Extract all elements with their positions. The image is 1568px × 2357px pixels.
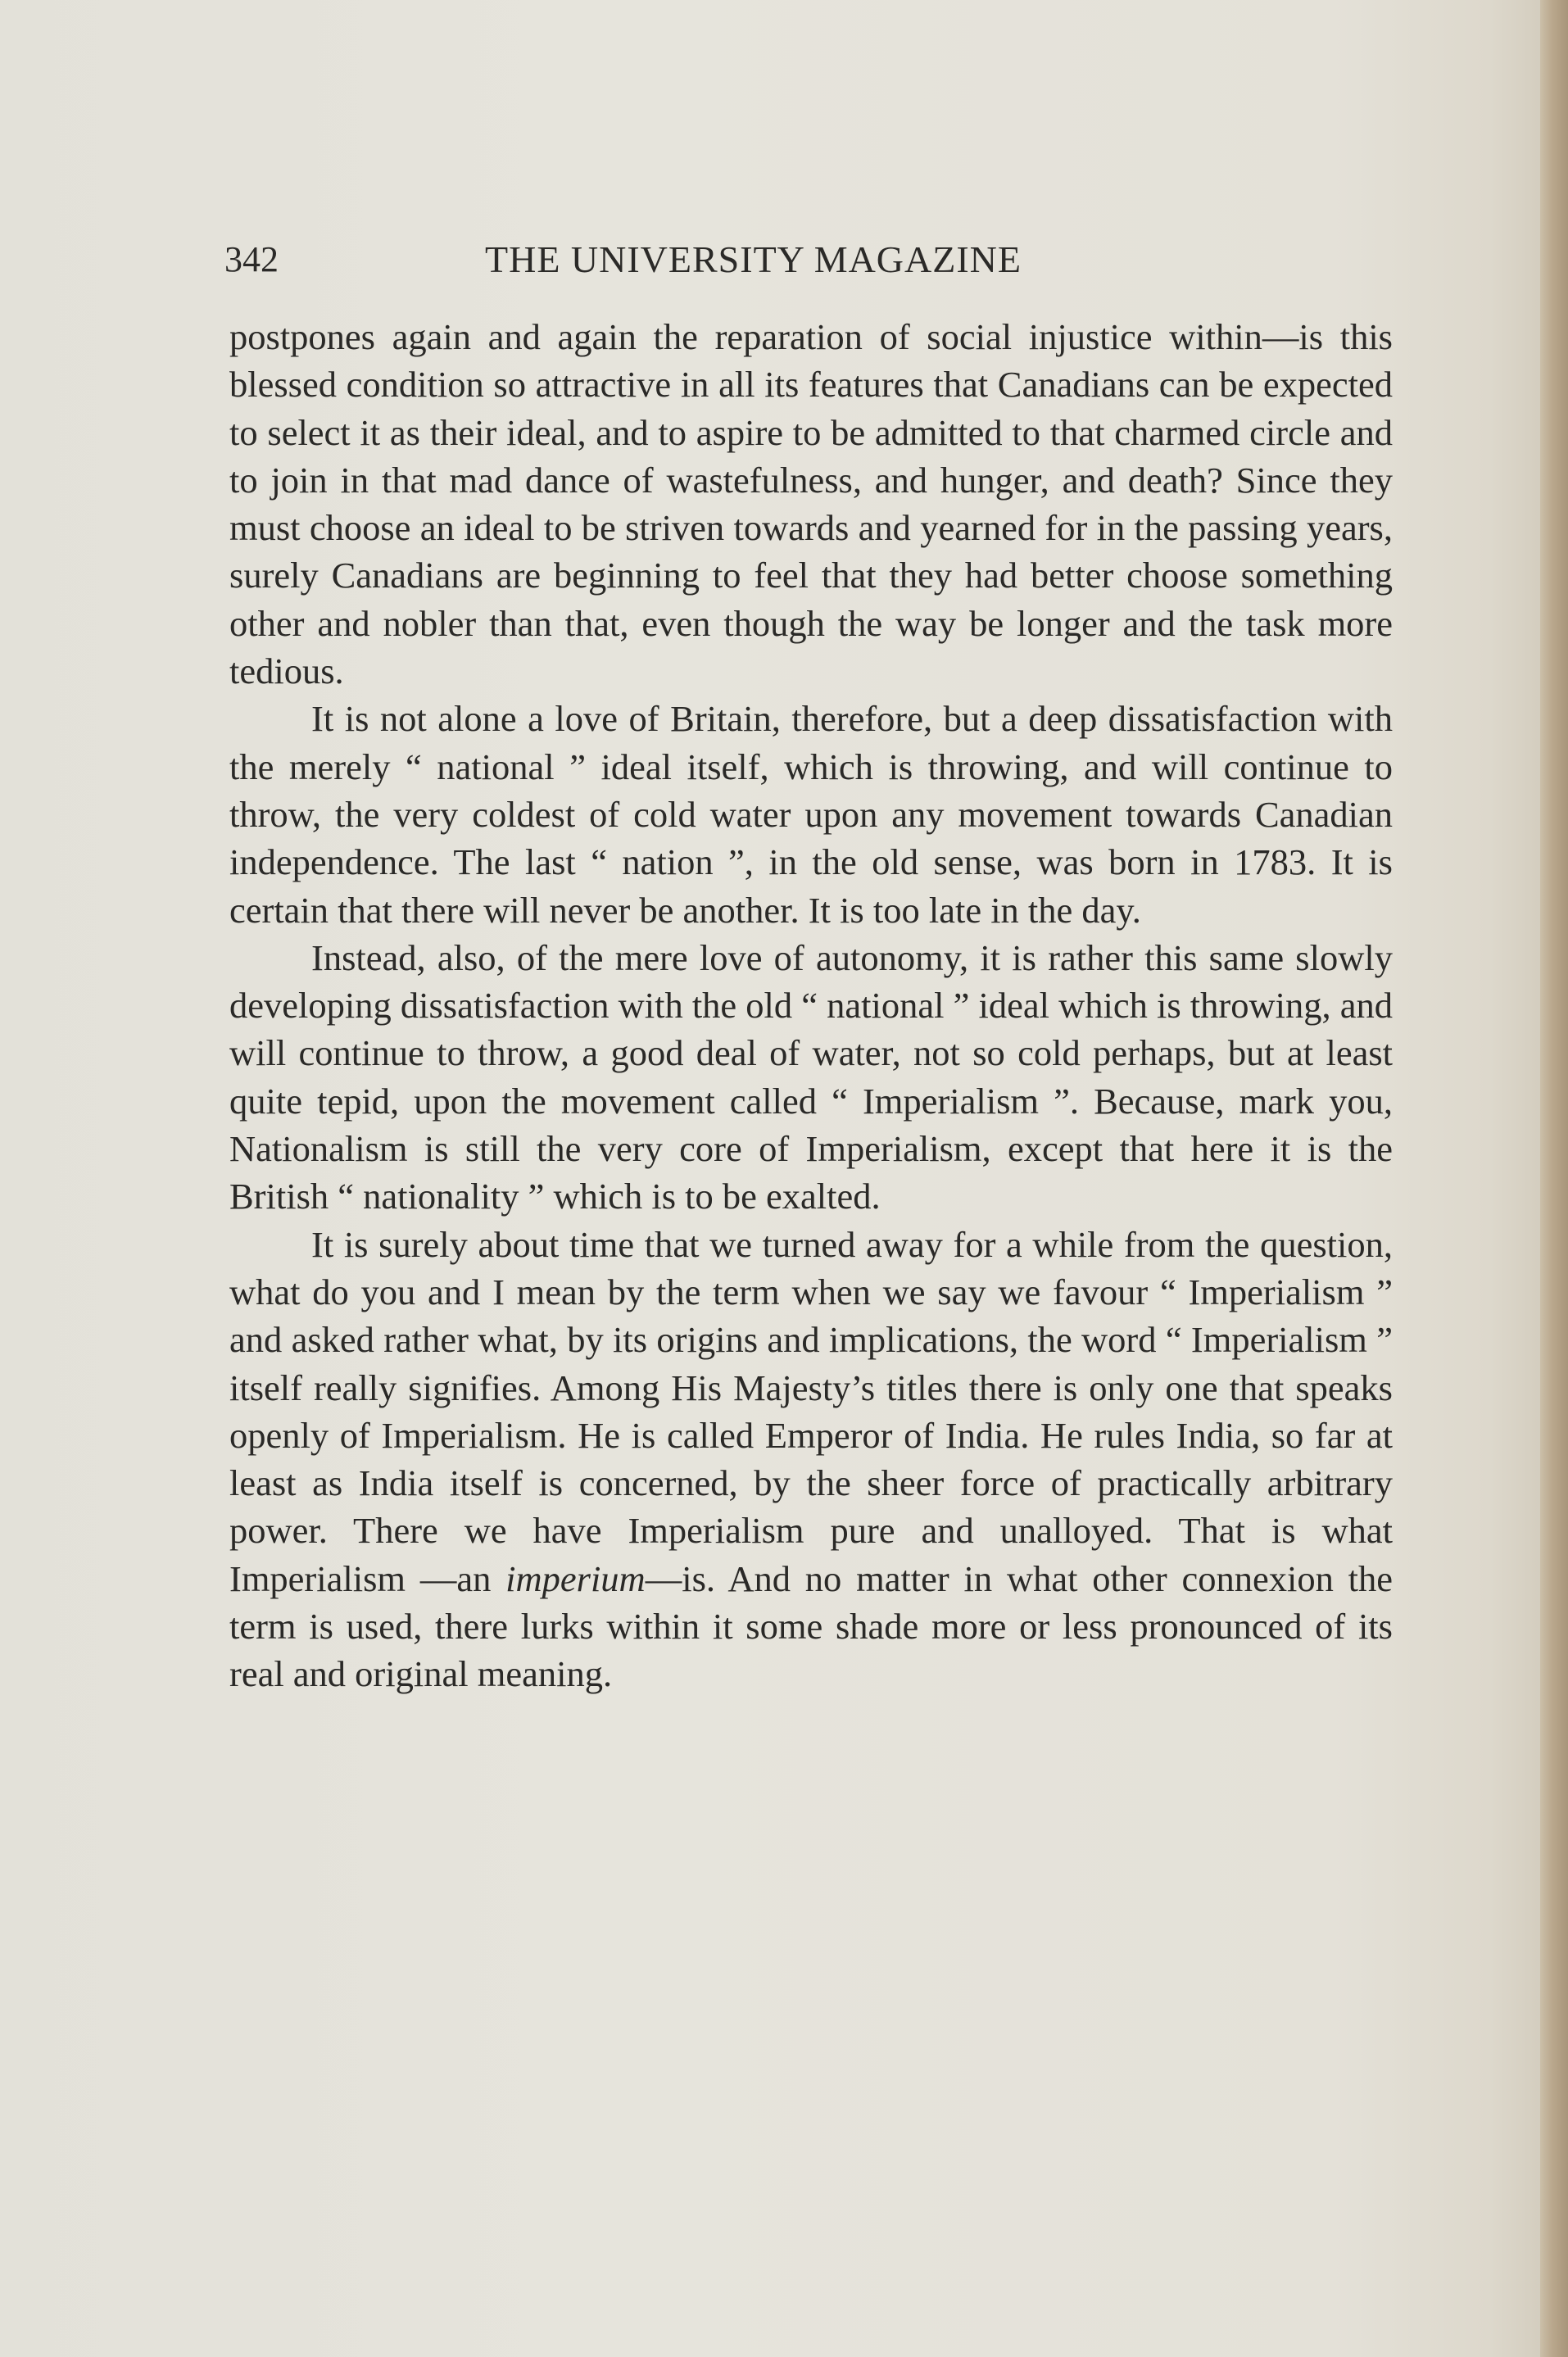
paragraph-4 [229,1221,1393,1698]
page-header [224,231,1388,288]
paragraph-2: It is not alone a love of Britain, therefore, but a deep dissatisfaction with the merely “ national ” ideal itself, which is throwing, and will continue to throw, the very coldest of cold water upon any movement towards Canadian independence. The last “ nation ”, in the old sense, was born in 1783. It is certain that there will never be another. It is too late in the day. [229,698,1393,931]
body-text [229,313,1393,1698]
page-edge [1540,0,1568,2357]
paragraph-4-before: It is surely about time that we turned away for a while from the question, what do you and I mean by the term when we say we favour “ Imperialism ” and asked rather what, by its origins and implications, the word “ Imperialism ” itself really signifies. Among His Majesty’s titles there is only one that speaks openly of Imperialism. He is called Emperor of India. He rules India, so far at least as India itself is concerned, by the sheer force of practically arbitrary power. There we have Imperialism pure and unalloyed. That is what Imperialism —an [229,1223,1393,1599]
page-number: 342 [224,239,279,279]
paragraph-1: postpones again and again the reparation of social injustice within—is this blessed condition so attractive in all its features that Canadians can be expected to select it as their ideal, and to aspire to be admitted to that charmed circle and to join in that mad dance of wastefulness, and hunger, and death? Since they must choose an ideal to be striven towards and yearned for in the passing years, surely Canadians are beginning to feel that they had better choose something other and nobler than that, even though the way be longer and the task more tedious. [229,316,1393,692]
paragraph-4-after: —is. And no matter in what other connexion the term is used, there lurks within it some shade more or less pronounced of its real and original meaning. [229,1557,1393,1695]
italic-imperium: imperium [505,1557,646,1599]
running-head: THE UNIVERSITY MAGAZINE [485,238,1022,280]
paragraph-3: Instead, also, of the mere love of autonomy, it is rather this same slowly developing dissatisfaction with the old “ national ” ideal which is throwing, and will continue to throw, a good deal of water, not so cold perhaps, but at least quite tepid, upon the movement called “ Imperialism ”. Because, mark you, Nationalism is still the very core of Imperialism, except that here it is the British “ nationality ” which is to be exalted. [229,936,1393,1217]
